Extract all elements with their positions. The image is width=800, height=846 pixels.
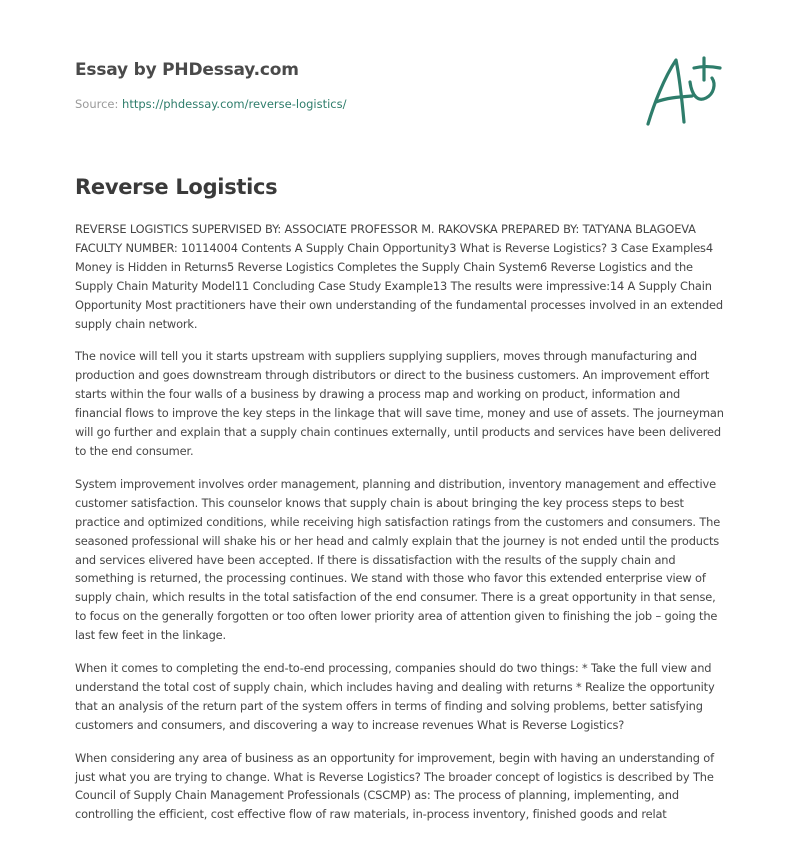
a-plus-logo-icon[interactable] xyxy=(640,52,730,132)
site-title: Essay by PHDessay.com xyxy=(75,60,299,80)
essay-paragraph: The novice will tell you it starts upstream with suppliers supplying suppliers, moves through manufacturing and production and goes downstream through distributors or direct to the business customers. An improvement effort starts within the four walls of a business by drawing a process map and working on product, information and financial flows to improve the key steps in the linkage that will save time, money and use of assets. The journeyman will go further and explain that a supply chain continues externally, until products and services have been delivered to the end consumer. xyxy=(75,349,724,458)
essay-paragraph: REVERSE LOGISTICS SUPERVISED BY: ASSOCIATE PROFESSOR M. RAKOVSKA PREPARED BY: TATYANA BLAGOEVA FACULTY NUMBER: 10114004 Contents A Supply Chain Opportunity3 What is Reverse Logistics? 3 Case Examples4 Money is Hidden in Returns5 Reverse Logistics Completes the Supply Chain System6 Reverse Logistics and the Supply Chain Maturity Model11 Concluding Case Study Example13 The results were impressive:14 A Supply Chain Opportunity Most practitioners have their own understanding of the fundamental processes involved in an extended supply chain network. xyxy=(75,222,723,331)
a-plus-logo-svg xyxy=(640,52,730,132)
page-title: Reverse Logistics xyxy=(75,175,278,199)
essay-paragraph: When it comes to completing the end-to-end processing, companies should do two things: * Take the full view and understand the total cost of supply chain, which includes having and dealing with returns * Realize the opportunity that an analysis of the return part of the system offers in terms of finding and solving problems, better satisfying customers and consumers, and discovering a way to increase revenues What is Reverse Logistics? xyxy=(75,661,715,732)
source-line xyxy=(75,97,347,111)
page-header xyxy=(0,0,800,130)
source-link[interactable]: https://phdessay.com/reverse-logistics/ xyxy=(122,97,347,111)
essay-paragraph: When considering any area of business as an opportunity for improvement, begin with having an understanding of just what you are trying to change. What is Reverse Logistics? The broader concept of logistics is described by The Council of Supply Chain Management Professionals (CSCMP) as: The process of planning, implementing, and controlling the efficient, cost effective flow of raw materials, in-process inventory, finished goods and relat xyxy=(75,750,714,822)
essay-paragraph: System improvement involves order management, planning and distribution, inventory management and effective customer satisfaction. This counselor knows that supply chain is about bringing the key process steps to best practice and optimized conditions, while receiving high satisfaction ratings from the customers and consumers. The seasoned professional will shake his or her head and calmly explain that the journey is not ended until the products and services elivered have been accepted. If there is dissatisfaction with the results of the supply chain and something is returned, the processing continues. We stand with those who favor this extended enterprise view of supply chain, which results in the total satisfaction of the end consumer. There is a great opportunity in that sense, to focus on the generally forgotten or too often lower priority area of attention given to finishing the job – going the last few feet in the linkage. xyxy=(75,476,721,643)
source-label: Source: xyxy=(75,97,123,111)
essay-body xyxy=(75,220,730,838)
